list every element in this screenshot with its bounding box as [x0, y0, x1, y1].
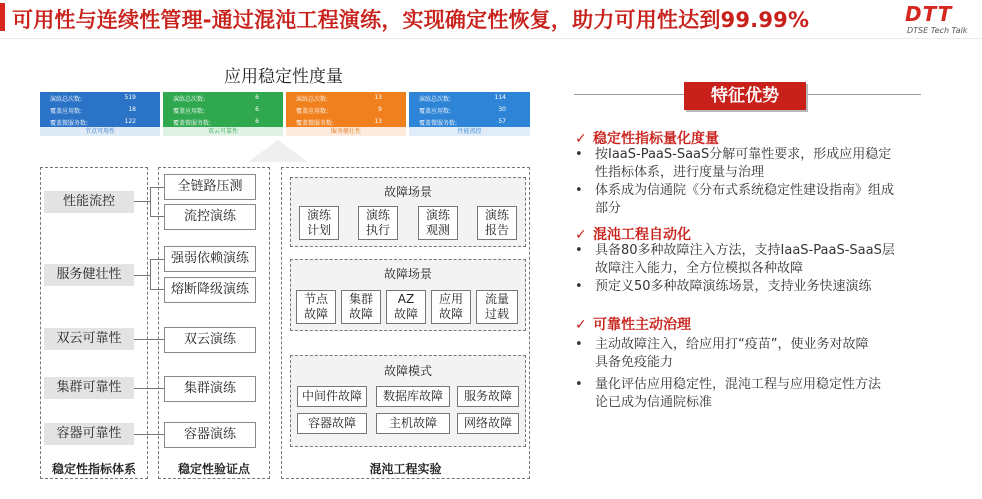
host-fault-cell: 主机故障 [376, 413, 450, 434]
header-divider [0, 38, 982, 39]
metric-value: 6 [255, 118, 259, 125]
fault-scenario-title: 故障场景 [383, 185, 432, 199]
metric-label: 演练总次数: [173, 96, 206, 103]
indicator-cluster: 集群可靠性 [44, 377, 134, 399]
indicator-service-robustness: 服务健壮性 [44, 264, 134, 286]
section-heading-quantify [575, 128, 719, 148]
feature-badge: 特征优势 [684, 82, 806, 110]
page-title: 可用性与连续性管理-通过混沌工程演练，实现确定性恢复，助力可用性达到99.99% [12, 8, 810, 32]
section-heading-automation [575, 224, 691, 244]
bullet-line: 主动故障注入，给应用打“疫苗”，使业务对故障 [595, 337, 869, 352]
metrics-title: 应用稳定性度量 [224, 67, 343, 87]
cell-line: 过载 [484, 307, 509, 321]
cell-line: 集群 [348, 292, 373, 306]
database-fault-cell: 数据库故障 [376, 386, 450, 407]
cell-line: AZ [397, 292, 415, 306]
drill-plan-cell [299, 206, 339, 240]
fault-mode-title: 故障模式 [383, 364, 432, 378]
metric-label: 覆盖微服务数: [50, 120, 89, 127]
traffic-overload-cell [476, 290, 518, 324]
bullet-item [575, 376, 935, 412]
metric-value: 30 [498, 106, 506, 113]
bullet-item [575, 278, 935, 296]
metric-value: 6 [255, 106, 259, 113]
bullet-line: 论已成为信通院标准 [595, 395, 713, 410]
logo-mark: DTT [905, 2, 953, 26]
bullet-item [575, 336, 935, 372]
bullet-line: 量化评估应用稳定性，混沌工程与应用稳定性方法 [595, 377, 882, 392]
cell-line: 流量 [484, 292, 509, 306]
bullet-dot: • [575, 337, 583, 352]
metric-label: 覆盖应用数: [296, 108, 329, 115]
chaos-experiment-caption: 混沌工程实验 [369, 462, 442, 476]
metric-value: 9 [378, 106, 382, 113]
bullet-text [595, 336, 868, 372]
check-icon: ✓ [575, 131, 587, 147]
fault-scenario-title: 故障场景 [383, 267, 432, 281]
cell-line: 演练 [306, 208, 331, 222]
indicator-dual-cloud: 双云可靠性 [44, 328, 134, 350]
cell-line: 演练 [484, 208, 509, 222]
connector-line [134, 201, 150, 202]
cell-line: 故障 [303, 307, 328, 321]
metric-value: 18 [128, 106, 136, 113]
cell-line: 故障 [348, 307, 373, 321]
verify-container: 容器演练 [164, 422, 256, 448]
metric-panel-caption: 服务健壮性 [286, 127, 406, 136]
cell-line: 计划 [306, 223, 331, 237]
bullet-dot: • [575, 243, 583, 258]
metric-label: 覆盖应用数: [173, 108, 206, 115]
bullet-dot: • [575, 147, 583, 162]
metric-label: 演练总次数: [419, 96, 452, 103]
bullet-text [595, 242, 895, 278]
network-fault-cell: 网络故障 [457, 413, 519, 434]
bullet-line: 体系成为信通院《分布式系统稳定性建设指南》组成 [595, 183, 895, 198]
cell-line: 执行 [365, 223, 390, 237]
node-fault-cell [296, 290, 336, 324]
section-title: 稳定性指标量化度量 [593, 131, 719, 147]
metric-value: 122 [124, 118, 136, 125]
drill-report-cell [477, 206, 517, 240]
cell-line: 节点 [303, 292, 328, 306]
bullet-line: 性指标体系，进行度量与治理 [595, 165, 765, 180]
verify-full-link-stress: 全链路压测 [164, 174, 256, 200]
verify-dependency: 强弱依赖演练 [164, 246, 256, 272]
cell-line: 观测 [425, 223, 450, 237]
metric-label: 演练总次数: [296, 96, 329, 103]
bullet-line: 部分 [595, 201, 622, 216]
cluster-fault-cell [341, 290, 381, 324]
metric-label: 覆盖微服务数: [296, 120, 335, 127]
metric-panel-caption: 双云可靠性 [163, 127, 283, 136]
service-fault-cell: 服务故障 [457, 386, 519, 407]
metric-panel-node[interactable] [40, 92, 160, 136]
metric-value: 57 [498, 118, 506, 125]
connector-line [150, 259, 151, 290]
metric-panel-caption: 性能流控 [409, 127, 530, 136]
bullet-item [575, 146, 935, 182]
connector-line [134, 275, 150, 276]
metric-value: 519 [124, 94, 136, 101]
metric-panel-robustness[interactable] [286, 92, 406, 136]
metric-value: 13 [374, 94, 382, 101]
cell-line: 故障 [393, 307, 418, 321]
az-fault-cell [386, 290, 426, 324]
metric-value: 114 [494, 94, 506, 101]
section-title: 可靠性主动治理 [593, 317, 691, 333]
metric-value: 13 [374, 118, 382, 125]
metric-label: 覆盖微服务数: [173, 120, 212, 127]
app-fault-cell [431, 290, 471, 324]
indicator-container: 容器可靠性 [44, 423, 134, 445]
cell-line: 应用 [438, 292, 463, 306]
bullet-dot: • [575, 377, 583, 392]
verification-caption: 稳定性验证点 [177, 462, 250, 476]
connector-line [150, 187, 151, 217]
bullet-line: 具备80多种故障注入方法，支持IaaS-PaaS-SaaS层 [595, 243, 895, 258]
title-accent-bar [0, 3, 5, 31]
bullet-dot: • [575, 279, 583, 294]
bullet-item [575, 182, 935, 218]
indicator-system-caption: 稳定性指标体系 [51, 462, 136, 476]
verify-circuit-breaker: 熔断降级演练 [164, 277, 256, 303]
cell-line: 故障 [438, 307, 463, 321]
logo-subtitle: DTSE Tech Talk [907, 26, 968, 35]
metric-label: 覆盖应用数: [419, 108, 452, 115]
metric-label: 覆盖应用数: [50, 108, 83, 115]
check-icon: ✓ [575, 317, 587, 333]
bullet-line: 故障注入能力，全方位模拟各种故障 [595, 261, 804, 276]
container-fault-cell: 容器故障 [297, 413, 367, 434]
section-heading-governance [575, 314, 691, 334]
verify-flow-control: 流控演练 [164, 204, 256, 230]
bullet-text [595, 146, 891, 182]
bullet-line: 按IaaS-PaaS-SaaS分解可靠性要求，形成应用稳定 [595, 147, 892, 162]
bullet-text [595, 376, 881, 412]
bullet-line: 具备免疫能力 [595, 355, 674, 370]
cell-line: 演练 [365, 208, 390, 222]
bullet-dot: • [575, 183, 583, 198]
metric-label: 覆盖微服务数: [419, 120, 458, 127]
drill-execute-cell [358, 206, 398, 240]
verify-dual-cloud: 双云演练 [164, 327, 256, 353]
indicator-flow-control: 性能流控 [44, 191, 134, 213]
drill-observe-cell [418, 206, 458, 240]
metric-panel-caption: 节点可用性 [40, 127, 160, 136]
cell-line: 演练 [425, 208, 450, 222]
logo [905, 4, 975, 38]
section-title: 混沌工程自动化 [593, 227, 691, 243]
bullet-text [595, 278, 872, 296]
metric-panel-flow-control[interactable] [409, 92, 530, 136]
metric-value: 6 [255, 94, 259, 101]
bullet-line: 预定义50多种故障演练场景，支持业务快速演练 [595, 279, 872, 294]
metric-panel-dual-cloud[interactable] [163, 92, 283, 136]
verify-cluster: 集群演练 [164, 376, 256, 402]
metric-label: 演练总次数: [50, 96, 83, 103]
check-icon: ✓ [575, 227, 587, 243]
bullet-item [575, 242, 935, 278]
up-arrow-icon [248, 140, 308, 162]
middleware-fault-cell: 中间件故障 [297, 386, 367, 407]
bullet-text [595, 182, 894, 218]
cell-line: 报告 [484, 223, 509, 237]
